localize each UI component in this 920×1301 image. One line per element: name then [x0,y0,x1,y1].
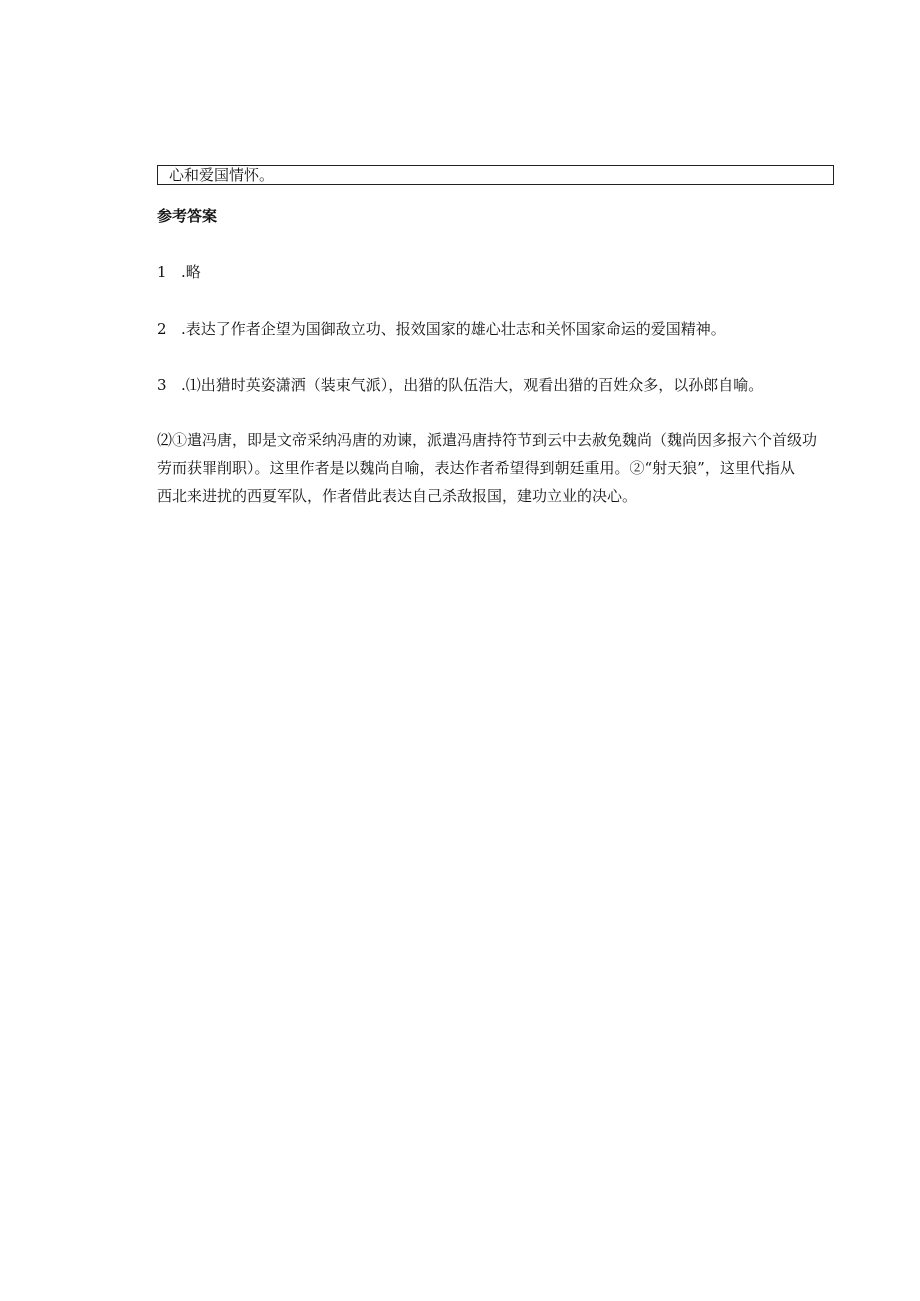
boxed-text: 心和爱国情怀。 [169,166,275,184]
paragraph-line: 西北来进扰的西夏军队，作者借此表达自己杀敌报国，建功立业的决心。 [157,487,638,505]
answer-item-3 [157,374,837,396]
answer-number: 2 [157,320,167,338]
answer-item-2 [157,318,837,340]
answer-text: .⑴出猎时英姿潇洒（装束气派），出猎的队伍浩大，观看出猎的百姓众多，以孙郎自喻。 [181,376,764,394]
answer-heading: 参考答案 [157,207,218,225]
answer-number: 3 [157,376,167,394]
paragraph-line: ⑵①遣冯唐，即是文帝采纳冯唐的劝谏，派遣冯唐持符节到云中去赦免魏尚（魏尚因多报六个首级功 [157,431,818,449]
answer-text: .略 [181,263,201,281]
answer-item-1 [157,261,837,283]
answer-number: 1 [157,263,167,281]
boxed-text-line [157,165,834,185]
paragraph-line: 劳而获罪削职）。这里作者是以魏尚自喻，表达作者希望得到朝廷重用。②“射天狼”，这里代指从 [157,459,795,477]
answer-item-3-part-2 [157,429,837,507]
answer-text: .表达了作者企望为国御敌立功、报效国家的雄心壮志和关怀国家命运的爱国精神。 [181,320,726,338]
